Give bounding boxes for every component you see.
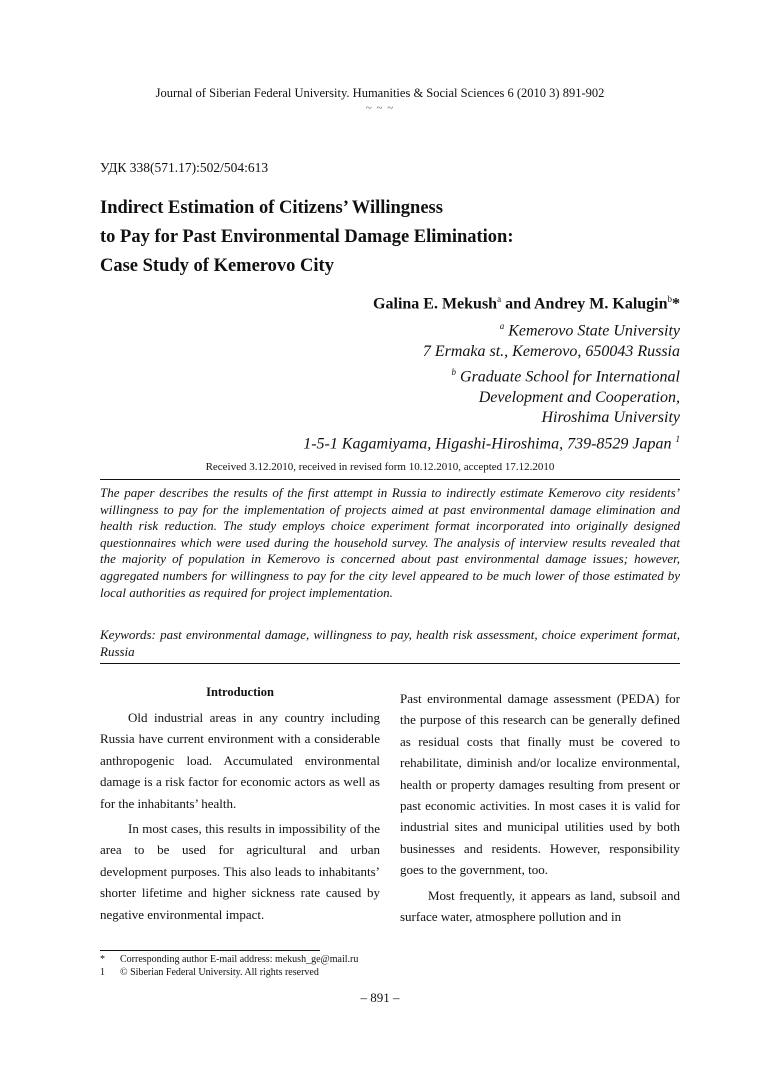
left-paragraph-1: Old industrial areas in any country including Russia have current environment with a considerable anthropogenic load. Accumulated environmental damage is a risk factor for economic actors as well as for the inhabitants’ health. (100, 710, 380, 811)
footnote-divider (100, 950, 320, 951)
right-column (400, 688, 680, 927)
affiliation-a-sup: a (499, 321, 505, 331)
affiliation-b-line-3: Hiroshima University (541, 409, 680, 427)
corresponding-mark: * (672, 295, 680, 313)
footnote-2-text: © Siberian Federal University. All rights reserved (120, 967, 319, 978)
affiliation-b-line-2: Development and Cooperation, (478, 388, 680, 406)
footnote-2 (100, 966, 319, 979)
author-1-sup: a (497, 294, 502, 304)
divider-top (100, 479, 680, 480)
affiliation-b-address: 1-5-1 Kagamiyama, Higashi-Hiroshima, 739-8529 Japan (303, 435, 676, 453)
right-paragraph-2: Most frequently, it appears as land, subsoil and surface water, atmosphere pollution and in (400, 887, 680, 925)
abstract: The paper describes the results of the first attempt in Russia to indirectly estimate Kemerovo city residents’ willingness to pay for the implementation of projects aimed at past environmental damage elimination and health risk reduction. The study employs choice experiment format incorporated into originally designed questionnaires which were used during the household survey. The analysis of interview results revealed that the majority of population in Kemerovo is concerned about past environmental damage issues; however, aggregated numbers for willingness to pay for the city level appeared to be much lower of those estimated by local authorities as required for project implementation. (100, 485, 680, 600)
affiliation-b-sup: b (451, 367, 457, 378)
header-separator: ~ ~ ~ (365, 102, 395, 114)
footnote-1-mark: * (100, 954, 105, 965)
footnote-1 (100, 953, 358, 966)
received-dates: Received 3.12.2010, received in revised form 10.12.2010, accepted 17.12.2010 (205, 461, 555, 473)
footnote-2-mark: 1 (100, 967, 105, 978)
author-2: Andrey M. Kalugin (534, 295, 668, 313)
footnote-1-text: Corresponding author E-mail address: mekush_ge@mail.ru (120, 954, 359, 965)
left-paragraph-2: In most cases, this results in impossibility of the area to be used for agricultural and urban development purposes. This also leads to inhabitants’ shorter lifetime and higher sickness rate caused by negative environmental impact. (100, 821, 380, 922)
author-2-sup: b (667, 294, 672, 304)
keywords: Keywords: past environmental damage, willingness to pay, health risk assessment, choice experiment format, Russia (100, 627, 680, 659)
affiliation-b-line-1 (303, 362, 680, 388)
title-line-1: Indirect Estimation of Citizens’ Willingness (100, 198, 443, 218)
affiliation-b-line-4 (303, 429, 680, 455)
affiliation-a-line-2: 7 Ermaka st., Kemerovo, 650043 Russia (422, 342, 680, 360)
affiliation-b-name: Graduate School for International (456, 368, 680, 386)
page-number: – 891 – (360, 990, 400, 1005)
authors-conjunction: and (501, 295, 534, 313)
divider-bottom (100, 663, 680, 664)
left-column (100, 682, 380, 925)
title-line-2: to Pay for Past Environmental Damage Elimination: (100, 227, 514, 247)
title-line-3: Case Study of Kemerovo City (100, 256, 334, 276)
udk-code: УДК 338(571.17):502/504:613 (100, 160, 269, 175)
affiliation-a-line-1 (303, 316, 680, 342)
journal-header: Journal of Siberian Federal University. Humanities & Social Sciences 6 (2010 3) 891-902 (155, 86, 605, 100)
affiliations (303, 316, 680, 454)
affiliation-b-footnote-sup: 1 (675, 433, 680, 444)
affiliation-a-name: Kemerovo State University (504, 322, 680, 340)
authors (373, 294, 680, 313)
introduction-heading: Introduction (206, 685, 274, 699)
paper-title (100, 194, 680, 281)
right-paragraph-1: Past environmental damage assessment (PEDA) for the purpose of this research can be generally defined as residual costs that finally must be covered to rehabilitate, diminish and/or localize environmental, health or property damages resulting from present or past economic activities. In most cases it is valid for industrial sites and municipal utilities used by both businesses and residents. However, responsibility goes to the government, too. (400, 691, 680, 878)
author-1: Galina E. Mekush (373, 295, 498, 313)
